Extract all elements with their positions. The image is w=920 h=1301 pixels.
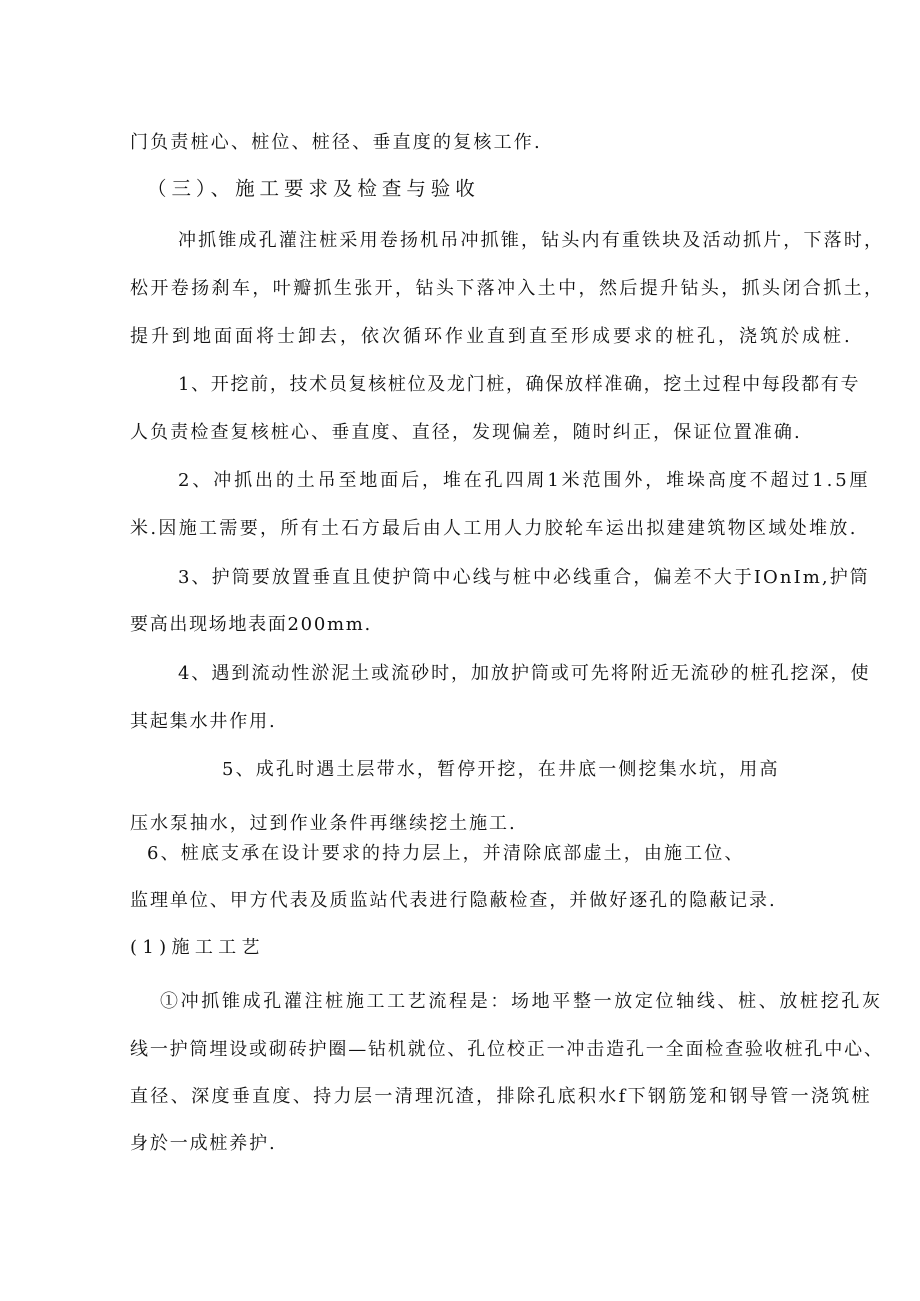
text-line: 压水泵抽水，过到作业条件再继续挖土施工. <box>130 813 517 834</box>
text-line: 线一护筒埋设或砌砖护圈—钻机就位、孔位校正一冲击造孔一全面检查验收桩孔中心、 <box>130 1039 884 1060</box>
text-line: 松开卷扬刹车，叶瓣抓生张开，钻头下落冲入土中，然后提升钻头，抓头闭合抓土， <box>130 278 885 299</box>
text-line: 直径、深度垂直度、持力层一清理沉渣，排除孔底积水f下钢筋笼和钢导管一浇筑桩 <box>130 1086 873 1107</box>
text-line: 4、遇到流动性淤泥土或流砂时，加放护筒或可先将附近无流砂的桩孔挖深，使 <box>178 663 871 684</box>
text-line: 米.因施工需要，所有土石方最后由人工用人力胶轮车运出拟建建筑物区域处堆放. <box>130 518 858 539</box>
text-line: 2、冲抓出的土吊至地面后，堆在孔四周1米范围外，堆垛高度不超过1.5厘 <box>178 470 871 491</box>
text-line: 身於一成桩养护. <box>130 1133 277 1154</box>
text-line: 3、护筒要放置垂直且使护筒中心线与桩中必线重合，偏差不大于IOnIm,护筒 <box>178 567 870 588</box>
text-line: 门负责桩心、桩位、桩径、垂直度的复核工作. <box>130 132 542 153</box>
text-line: 冲抓锥成孔灌注桩采用卷扬机吊冲抓锥，钻头内有重铁块及活动抓片，下落时， <box>178 230 885 251</box>
subsection-heading: (1)施工工艺 <box>130 937 265 958</box>
text-line: 要高出现场地表面200mm. <box>130 614 372 635</box>
section-heading: （三）、施工要求及检查与验收 <box>147 177 480 200</box>
text-line: 监理单位、甲方代表及质监站代表进行隐蔽检查，并做好逐孔的隐蔽记录. <box>130 890 777 911</box>
text-line: 人负责检查复核桩心、垂直度、直径，发现偏差，随时纠正，保证位置准确. <box>130 422 802 443</box>
text-line: 1、开挖前，技术员复核桩位及龙门桩，确保放样准确，挖土过程中每段都有专 <box>178 374 861 395</box>
text-line: ①冲抓锥成孔灌注桩施工工艺流程是：场地平整一放定位轴线、桩、放桩挖孔灰 <box>160 991 883 1012</box>
text-line: 6、桩底支承在设计要求的持力层上，并清除底部虚土，由施工位、 <box>147 843 745 864</box>
text-line: 5、成孔时遇土层带水，暂停开挖，在井底一侧挖集水坑，用高 <box>222 759 780 780</box>
text-line: 其起集水井作用. <box>130 711 277 732</box>
text-line: 提升到地面面将士卸去，依次循环作业直到直至形成要求的桩孔，浇筑於成桩. <box>130 326 853 347</box>
